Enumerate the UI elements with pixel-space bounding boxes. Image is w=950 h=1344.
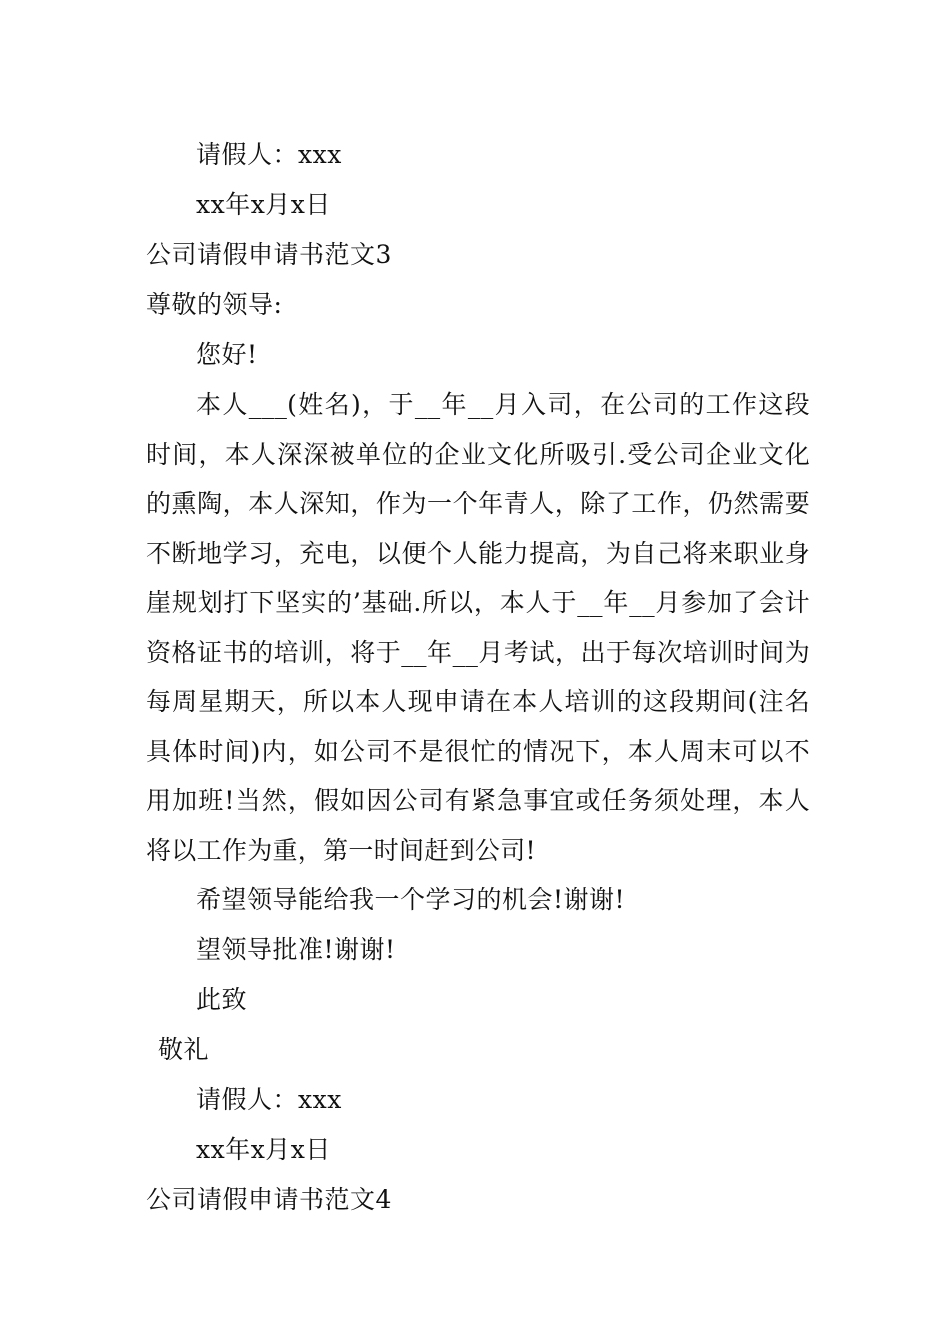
document-page	[146, 130, 810, 1225]
letter3-signer: 请假人：xxx	[196, 1085, 342, 1114]
letter3-closing-2: 敬礼	[158, 1035, 210, 1064]
letter3-greeting: 您好!	[196, 340, 258, 369]
prev-signer: 请假人：xxx	[196, 140, 342, 169]
letter3-closing-1: 此致	[196, 985, 248, 1014]
prev-date: xx年x月x日	[196, 190, 331, 219]
letter3-body: 本人___(姓名)，于__年__月入司，在公司的工作这段时间，本人深深被单位的企业文化所吸引.受公司企业文化的熏陶，本人深知，作为一个年青人，除了工作，仍然需要不断地学习，充电，以便个人能力提高，为自己将来职业身崖规划打下坚实的’基础.所以，本人于__年__月参加了会计资格证书的培训，将于__年__月考试，出于每次培训时间为每周星期天，所以本人现申请在本人培训的这段期间(注名具体时间)内，如公司不是很忙的情况下，本人周末可以不用加班!当然，假如因公司有紧急事宜或任务须处理，本人将以工作为重，第一时间赶到公司!	[146, 390, 810, 865]
letter3-heading: 公司请假申请书范文3	[146, 240, 392, 269]
letter3-hope: 希望领导能给我一个学习的机会!谢谢!	[196, 885, 626, 914]
letter3-salutation: 尊敬的领导:	[146, 290, 283, 319]
letter3-date: xx年x月x日	[196, 1135, 331, 1164]
letter3-approve: 望领导批准!谢谢!	[196, 935, 396, 964]
letter4-heading: 公司请假申请书范文4	[146, 1185, 392, 1214]
